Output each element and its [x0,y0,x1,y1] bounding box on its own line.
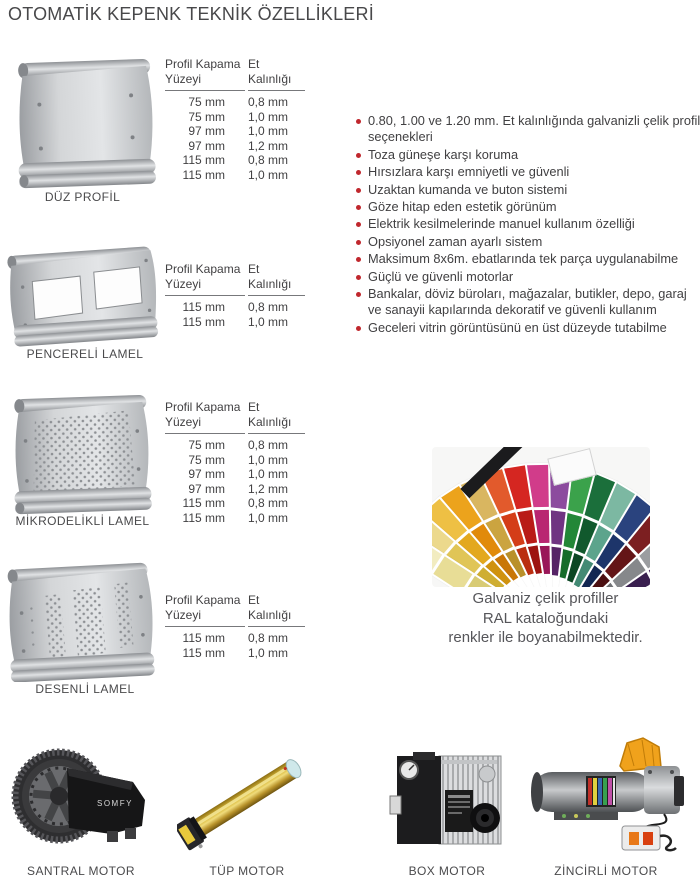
bullet-icon [356,119,361,124]
spec-table-pencereli [165,262,305,329]
spec-table-desenli [165,593,305,660]
zincirli-motor-block [520,736,692,878]
bullet-icon [356,170,361,175]
table-row: 115 mm 1,0 mm [182,645,289,660]
motor-brand-text: SOMFY [97,799,133,808]
bullet-icon [356,326,361,331]
bullet-icon [356,240,361,245]
table-row: 75 mm 0,8 mm [188,438,289,452]
tup-motor-image [177,736,317,856]
spec-table-duz [165,57,305,183]
feature-item: Bankalar, döviz büroları, mağazalar, butikler, depo, garaj ve sanayii kapılarında dekoratif ve güvenli kullanım [356,286,700,319]
santral-motor-label: SANTRAL MOTOR [27,864,135,878]
feature-item: Maksimum 8x6m. ebatlarında tek parça uygulanabilme [356,251,700,267]
feature-item: Uzaktan kumanda ve buton sistemi [356,182,700,198]
table-row: 115 mm 0,8 mm [182,300,289,314]
ral-note: Galvaniz çelik profiller RAL kataloğundaki renkler ile boyanabilmektedir. [448,590,643,646]
duz-profil-image [10,53,160,191]
bullet-icon [356,292,361,297]
table-row: 75 mm 1,0 mm [188,109,289,124]
feature-item: Hırsızlara karşı emniyetli ve güvenli [356,164,700,180]
desenli-lamel-label: DESENLİ LAMEL [35,682,135,696]
table-row: 97 mm 1,0 mm [188,124,289,139]
zincirli-motor-image [524,736,689,856]
pencereli-lamel-image [3,231,161,349]
box-motor-image [377,738,517,856]
box-motor-label: BOX MOTOR [408,864,486,878]
bullet-icon [356,275,361,280]
feature-item: Geceleri vitrin görüntüsünü en üst düzeyde tutabilme [356,320,700,336]
table-row: 97 mm 1,2 mm [188,138,289,153]
bullet-icon [356,222,361,227]
santral-motor-block [6,738,156,878]
santral-motor-image [11,738,151,856]
feature-list [356,113,700,337]
spec-table-mikrodelikli [165,400,305,526]
feature-item: Toza güneşe karşı koruma [356,147,700,163]
spec-table-header: Profil Kapama Yüzeyi Et Kalınlığı [165,262,305,296]
bullet-icon [356,205,361,210]
table-row: 115 mm 1,0 mm [182,167,289,182]
box-motor-block [372,738,522,878]
tup-motor-label: TÜP MOTOR [209,864,285,878]
table-row: 115 mm 0,8 mm [182,153,289,168]
spec-table-header: Profil Kapama Yüzeyi Et Kalınlığı [165,400,305,434]
mikrodelikli-lamel-label: MİKRODELİKLİ LAMEL [15,514,150,528]
table-row: 115 mm 1,0 mm [182,510,289,525]
feature-item: Göze hitap eden estetik görünüm [356,199,700,215]
table-row: 75 mm 1,0 mm [188,452,289,467]
pencereli-lamel-label: PENCERELİ LAMEL [26,347,144,361]
bullet-icon [356,188,361,193]
page-title: OTOMATİK KEPENK TEKNİK ÖZELLİKLERİ [8,4,374,24]
feature-item: Elektrik kesilmelerinde manuel kullanım özelliği [356,216,700,232]
bullet-icon [356,153,361,158]
table-row: 97 mm 1,0 mm [188,467,289,482]
spec-table-header: Profil Kapama Yüzeyi Et Kalınlığı [165,57,305,91]
duz-profil-label: DÜZ PROFİL [44,190,121,204]
feature-item: Güçlü ve güvenli motorlar [356,269,700,285]
bullet-icon [356,257,361,262]
spec-table-header: Profil Kapama Yüzeyi Et Kalınlığı [165,593,305,627]
table-row: 75 mm 0,8 mm [188,95,289,109]
zincirli-motor-label: ZİNCİRLİ MOTOR [554,864,658,878]
table-row: 97 mm 1,2 mm [188,481,289,496]
table-row: 115 mm 1,0 mm [182,314,289,329]
table-row: 115 mm 0,8 mm [182,631,289,645]
mikrodelikli-lamel-image [6,391,158,515]
table-row: 115 mm 0,8 mm [182,496,289,511]
feature-item: 0.80, 1.00 ve 1.20 mm. Et kalınlığında galvanizli çelik profil seçenekleri [356,113,700,146]
ral-color-fan-image [432,447,650,587]
tup-motor-block [172,736,322,878]
desenli-lamel-image [2,556,160,682]
feature-item: Opsiyonel zaman ayarlı sistem [356,234,700,250]
